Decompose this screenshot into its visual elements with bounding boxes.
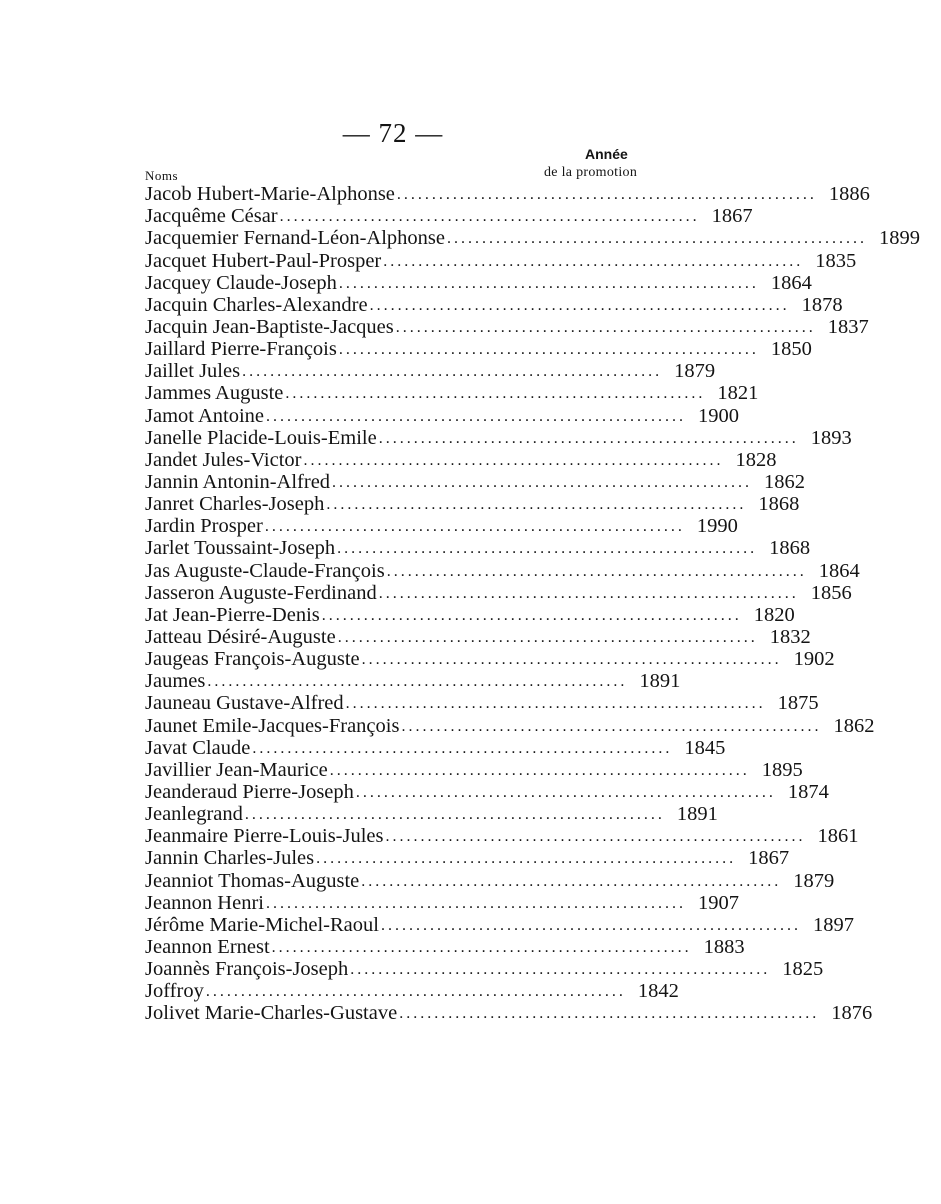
dot-leader: ............................................................ [252, 739, 673, 757]
list-item [145, 891, 739, 914]
list-item [145, 935, 745, 958]
list-item [145, 493, 800, 516]
entry-year: 1867 [748, 847, 790, 870]
entry-year: 1878 [801, 293, 843, 316]
entry-name: Jaillard Pierre-François [145, 338, 337, 361]
entry-name: Jolivet Marie-Charles-Gustave [145, 1002, 398, 1025]
entry-year: 1867 [711, 205, 753, 228]
entry-year: 1883 [703, 935, 745, 958]
dot-leader: ............................................................ [380, 916, 801, 934]
list-item [145, 670, 681, 693]
column-header-promotion: de la promotion [544, 165, 638, 180]
dot-leader: ............................................................ [264, 518, 685, 536]
entry-name: Jeanlegrand [145, 803, 243, 826]
entry-year: 1868 [758, 493, 800, 516]
entry-year: 1864 [770, 271, 812, 294]
dot-leader: ............................................................ [338, 341, 759, 359]
list-item [145, 913, 854, 936]
dot-leader: ............................................................ [303, 451, 724, 469]
entry-year: 1835 [815, 249, 857, 272]
entry-year: 1895 [761, 758, 803, 781]
entry-name: Jeanniot Thomas-Auguste [145, 869, 360, 892]
entry-year: 1832 [769, 625, 811, 648]
entry-name: Jatteau Désiré-Auguste [145, 625, 336, 648]
entry-year: 1907 [697, 891, 739, 914]
dot-leader: ............................................................ [345, 695, 766, 713]
dot-leader: ............................................................ [205, 983, 626, 1001]
entry-year: 1886 [828, 183, 870, 206]
list-item [145, 448, 777, 471]
entry-name: Jauneau Gustave-Alfred [145, 692, 344, 715]
dot-leader: ............................................................ [378, 429, 799, 447]
entry-year: 1902 [793, 648, 835, 671]
entry-name: Jeanderaud Pierre-Joseph [145, 780, 354, 803]
list-item [145, 581, 852, 604]
entry-year: 1845 [684, 736, 726, 759]
list-item [145, 825, 859, 848]
dot-leader: ............................................................ [386, 562, 807, 580]
entry-year: 1821 [717, 382, 759, 405]
dot-leader: ............................................................ [361, 651, 782, 669]
dot-leader: ............................................................ [337, 628, 758, 646]
entry-year: 1875 [777, 692, 819, 715]
list-item [145, 249, 857, 272]
dot-leader: ............................................................ [385, 828, 806, 846]
list-item [145, 869, 835, 892]
dot-leader: ............................................................ [332, 473, 753, 491]
entry-name: Jarlet Toussaint-Joseph [145, 537, 336, 560]
entry-name: Janelle Placide-Louis-Emile [145, 426, 377, 449]
entry-name: Jat Jean-Pierre-Denis [145, 603, 320, 626]
dot-leader: ............................................................ [329, 761, 750, 779]
column-header-names: Noms [145, 168, 179, 183]
dot-leader: ............................................................ [321, 606, 742, 624]
dot-leader: ............................................................ [266, 407, 687, 425]
entry-name: Jacquin Charles-Alexandre [145, 293, 368, 316]
list-item [145, 603, 795, 626]
entry-year: 1862 [764, 470, 806, 493]
dot-leader: ............................................................ [285, 385, 706, 403]
entry-name: Jaumes [145, 670, 206, 693]
entry-year: 1856 [810, 581, 852, 604]
entry-year: 1893 [810, 426, 852, 449]
entry-year: 1828 [735, 448, 777, 471]
entry-year: 1879 [793, 869, 835, 892]
dot-leader: ............................................................ [396, 186, 817, 204]
list-item [145, 227, 920, 250]
page-number: — 72 — [342, 118, 444, 148]
entry-name: Jacquême César [145, 205, 278, 228]
dot-leader: ............................................................ [242, 363, 663, 381]
entry-year: 1874 [787, 780, 829, 803]
entry-name: Jannin Charles-Jules [145, 847, 315, 870]
entry-name: Javat Claude [145, 736, 251, 759]
dot-leader: ............................................................ [355, 783, 776, 801]
column-header-year: Année [585, 146, 628, 162]
entry-name: Jannin Antonin-Alfred [145, 470, 331, 493]
dot-leader: ............................................................ [395, 318, 816, 336]
name-list [145, 183, 920, 1025]
entry-name: Jeannon Ernest [145, 935, 270, 958]
entry-year: 1850 [770, 338, 812, 361]
list-item [145, 714, 875, 737]
entry-name: Jeannon Henri [145, 891, 264, 914]
entry-year: 1990 [696, 515, 738, 538]
dot-leader: ............................................................ [401, 717, 822, 735]
entry-name: Jacquet Hubert-Paul-Prosper [145, 249, 382, 272]
entry-year: 1861 [817, 825, 859, 848]
dot-leader: ............................................................ [399, 1005, 820, 1023]
entry-year: 1899 [879, 227, 920, 250]
dot-leader: ............................................................ [447, 230, 867, 248]
list-item [145, 271, 812, 294]
dot-leader: ............................................................ [279, 208, 700, 226]
entry-year: 1862 [833, 714, 875, 737]
list-item [145, 958, 824, 981]
list-item [145, 803, 718, 826]
list-item [145, 360, 716, 383]
dot-leader: ............................................................ [326, 496, 747, 514]
list-item [145, 183, 870, 206]
entry-name: Jasseron Auguste-Ferdinand [145, 581, 377, 604]
entry-name: Jandet Jules-Victor [145, 448, 302, 471]
entry-name: Jeanmaire Pierre-Louis-Jules [145, 825, 384, 848]
entry-year: 1900 [698, 404, 740, 427]
entry-name: Jaugeas François-Auguste [145, 648, 360, 671]
entry-year: 1837 [827, 315, 869, 338]
dot-leader: ............................................................ [244, 806, 665, 824]
list-item [145, 293, 843, 316]
dot-leader: ............................................................ [361, 872, 782, 890]
dot-leader: ............................................................ [271, 938, 692, 956]
dot-leader: ............................................................ [378, 584, 799, 602]
dot-leader: ............................................................ [338, 274, 759, 292]
entry-name: Jardin Prosper [145, 515, 263, 538]
entry-name: Jaunet Emile-Jacques-François [145, 714, 400, 737]
entry-year: 1868 [769, 537, 811, 560]
list-item [145, 625, 811, 648]
entry-name: Jamot Antoine [145, 404, 265, 427]
list-item [145, 338, 812, 361]
entry-name: Jérôme Marie-Michel-Raoul [145, 913, 379, 936]
entry-name: Jacquin Jean-Baptiste-Jacques [145, 315, 394, 338]
dot-leader: ............................................................ [369, 296, 790, 314]
list-item [145, 780, 829, 803]
list-item [145, 382, 759, 405]
entry-year: 1825 [782, 958, 824, 981]
dot-leader: ............................................................ [337, 540, 758, 558]
dot-leader: ............................................................ [383, 252, 804, 270]
entry-name: Janret Charles-Joseph [145, 493, 325, 516]
entry-year: 1864 [818, 559, 860, 582]
list-item [145, 559, 860, 582]
list-item [145, 736, 726, 759]
list-item [145, 692, 819, 715]
dot-leader: ............................................................ [316, 850, 737, 868]
entry-name: Jacquemier Fernand-Léon-Alphonse [145, 227, 445, 250]
entry-name: Joannès François-Joseph [145, 958, 349, 981]
list-item [145, 758, 803, 781]
entry-name: Joffroy [145, 980, 204, 1003]
entry-year: 1897 [812, 913, 854, 936]
list-item [145, 404, 740, 427]
dot-leader: ............................................................ [265, 894, 686, 912]
entry-name: Javillier Jean-Maurice [145, 758, 328, 781]
entry-year: 1891 [639, 670, 681, 693]
entry-name: Jammes Auguste [145, 382, 284, 405]
dot-leader: ............................................................ [350, 961, 771, 979]
entry-year: 1820 [753, 603, 795, 626]
list-item [145, 315, 869, 338]
list-item [145, 1002, 873, 1025]
entry-year: 1879 [674, 360, 716, 383]
entry-year: 1891 [676, 803, 718, 826]
list-item [145, 515, 738, 538]
list-item [145, 980, 679, 1003]
list-item [145, 648, 835, 671]
entry-year: 1842 [637, 980, 679, 1003]
list-item [145, 470, 806, 493]
list-item [145, 537, 811, 560]
entry-name: Jacquey Claude-Joseph [145, 271, 337, 294]
list-item [145, 205, 753, 228]
entry-year: 1876 [831, 1002, 873, 1025]
entry-name: Jaillet Jules [145, 360, 241, 383]
dot-leader: ............................................................ [207, 673, 628, 691]
entry-name: Jacob Hubert-Marie-Alphonse [145, 183, 395, 206]
list-item [145, 847, 790, 870]
list-item [145, 426, 852, 449]
entry-name: Jas Auguste-Claude-François [145, 559, 385, 582]
